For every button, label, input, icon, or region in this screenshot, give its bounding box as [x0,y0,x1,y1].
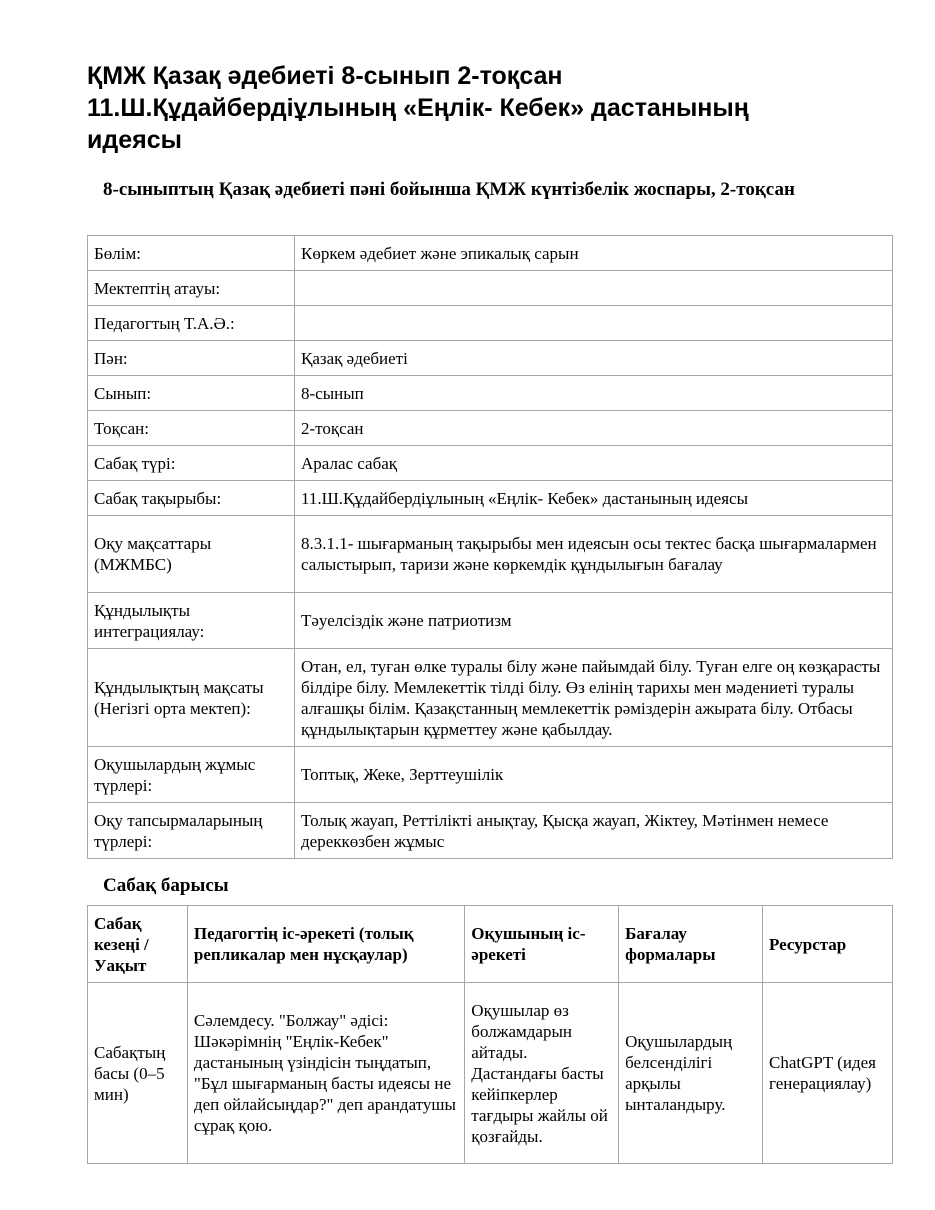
info-value: 8-сынып [295,376,893,411]
header-stage-time: Сабақ кезеңі / Уақыт [88,906,188,983]
info-value: Қазақ әдебиеті [295,341,893,376]
teacher-activity-cell: Сәлемдесу. "Болжау" әдісі: Шәкәрімнің "Еңлік-Кебек" дастанының үзіндісін тыңдатып, "Бұл шығарманың басты идеясы не деп ойлайсыңдар?" деп арандатушы сұрақ қою. [187,983,464,1164]
info-row-value-integration [88,593,893,649]
resources-cell: ChatGPT (идея генерациялау) [763,983,893,1164]
info-row-lesson-type [88,446,893,481]
header-assessment: Бағалау формалары [619,906,763,983]
info-label: Оқушылардың жұмыс түрлері: [88,747,295,803]
info-row-work-types [88,747,893,803]
info-label: Құндылықтың мақсаты (Негізгі орта мектеп): [88,649,295,747]
info-label: Сабақ тақырыбы: [88,481,295,516]
info-value: 11.Ш.Құдайбердіұлының «Еңлік- Кебек» дастанының идеясы [295,481,893,516]
info-value: 8.3.1.1- шығарманың тақырыбы мен идеясын осы тектес басқа шығармалармен салыстырып, таризи және көркемдік құндылығын бағалау [295,516,893,593]
info-value: Тәуелсіздік және патриотизм [295,593,893,649]
info-row-quarter [88,411,893,446]
student-activity-cell: Оқушылар өз болжамдарын айтады. Дастандағы басты кейіпкерлер тағдыры жайлы ой қозғайды. [465,983,619,1164]
lesson-stage-cell: Сабақтың басы (0–5 мин) [88,983,188,1164]
info-label: Құндылықты интеграциялау: [88,593,295,649]
info-label: Оқу мақсаттары (МЖМБС) [88,516,295,593]
lesson-row [88,983,893,1164]
lesson-header-row [88,906,893,983]
title-line-2: 11.Ш.Құдайбердіұлының «Еңлік- Кебек» дастанының [87,94,749,122]
info-value [295,306,893,341]
info-label: Сынып: [88,376,295,411]
plan-subtitle: 8-сыныптың Қазақ әдебиеті пәні бойынша ҚМЖ күнтізбелік жоспары, 2-тоқсан [103,179,795,200]
info-row-value-goal [88,649,893,747]
info-value: Толық жауап, Реттілікті анықтау, Қысқа жауап, Жіктеу, Мәтінмен немесе дереккөзбен жұмыс [295,803,893,859]
info-row-grade [88,376,893,411]
info-label: Мектептің атауы: [88,271,295,306]
info-row-learning-objectives [88,516,893,593]
document-title [87,60,877,156]
lesson-info-table [87,235,893,859]
info-value [295,271,893,306]
info-row-teacher [88,306,893,341]
info-row-school [88,271,893,306]
header-teacher-activity: Педагогтің іс-әрекеті (толық репликалар мен нұсқаулар) [187,906,464,983]
info-label: Тоқсан: [88,411,295,446]
lesson-flow-table [87,905,893,1164]
header-student-activity: Оқушының іс-әрекеті [465,906,619,983]
title-line-3: идеясы [87,126,182,154]
info-row-section [88,236,893,271]
info-label: Пән: [88,341,295,376]
info-value: Көркем әдебиет және эпикалық сарын [295,236,893,271]
info-value: Отан, ел, туған өлке туралы білу және пайымдай білу. Туған елге оң көзқарасты білдіре білу. Мемлекеттік тілді білу. Өз елінің тарихы мен мәдениеті туралы алғашқы білім. Қазақстанның мемлекеттік рәміздерін ажырата білу. Отбасы құндылықтарын құрметтеу және қабылдау. [295,649,893,747]
info-label: Оқу тапсырмаларының түрлері: [88,803,295,859]
info-label: Бөлім: [88,236,295,271]
title-line-1: ҚМЖ Қазақ әдебиеті 8-сынып 2-тоқсан [87,62,563,90]
info-label: Сабақ түрі: [88,446,295,481]
header-resources: Ресурстар [763,906,893,983]
lesson-section-title: Сабақ барысы [103,875,229,896]
info-label: Педагогтың Т.А.Ә.: [88,306,295,341]
info-value: Аралас сабақ [295,446,893,481]
info-row-lesson-topic [88,481,893,516]
info-value: Топтық, Жеке, Зерттеушілік [295,747,893,803]
info-value: 2-тоқсан [295,411,893,446]
info-row-task-types [88,803,893,859]
info-row-subject [88,341,893,376]
assessment-cell: Оқушылардың белсенділігі арқылы ынталандыру. [619,983,763,1164]
